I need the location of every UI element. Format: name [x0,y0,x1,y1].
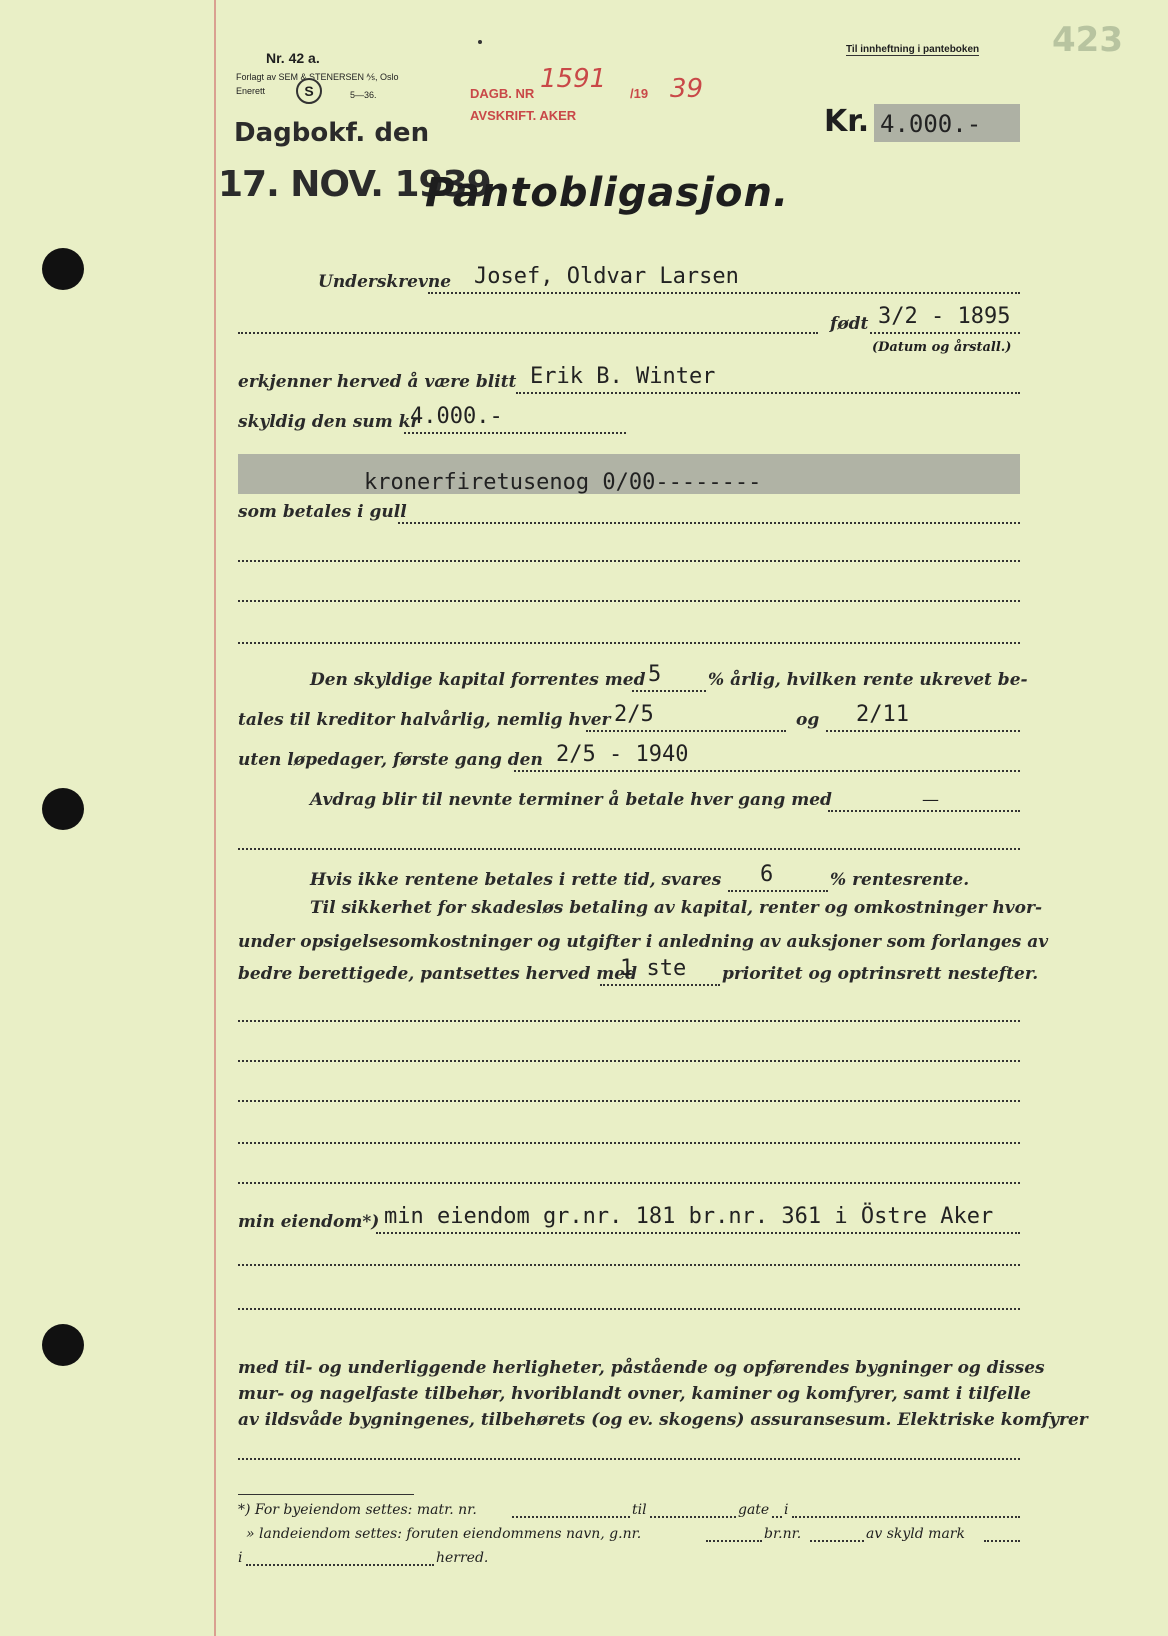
publisher-line: Forlagt av SEM & STENERSEN ⅍, Oslo [236,72,399,82]
paid-label: tales til kreditor halvårlig, nemlig hver [238,710,611,730]
tail-line-1: med til- og underliggende herligheter, påstående og opførendes bygninger og disses [238,1358,1045,1378]
property-value: min eiendom gr.nr. 181 br.nr. 361 i Östre Aker [384,1204,994,1229]
footnote-1a: *) For byeiendom settes: matr. nr. [238,1502,477,1518]
creditor-label: erkjenner herved å være blitt [238,372,517,392]
punch-hole-bottom [42,1324,84,1366]
footnote-2b-line [810,1540,864,1542]
blank-line-7 [238,1142,1020,1144]
dagb-stamp-year: /19 [630,86,649,101]
center-dot [478,40,482,44]
security-line-2: under opsigelsesomkostninger og utgifter i anledning av auksjoner som forlanges av [238,932,1049,952]
born-hint: (Datum og årstall.) [872,340,1012,355]
paid-value-1: 2/5 [614,702,654,727]
punch-hole-top [42,248,84,290]
blank-line-5 [238,1060,1020,1062]
blank-line-6 [238,1100,1020,1102]
amount-in-words: kronerfiretusenog 0/00-------- [364,470,762,495]
corner-number: 423 [1052,20,1123,60]
property-label: min eiendom*) [238,1212,380,1232]
creditor-line [516,392,1020,394]
footnote-1a-line [512,1516,630,1518]
avdrag-blank-line [238,848,1020,850]
penalty-value: 6 [760,862,774,887]
footnote-2c: av skyld mark [866,1526,965,1542]
interest-label-a: Den skyldige kapital forrentes med [310,670,646,690]
born-blank-line [238,332,818,334]
amount-label: Kr. [824,104,870,139]
security-label-a: bedre berettigede, pantsettes herved med [238,964,637,984]
blank-line-4 [238,1020,1020,1022]
footnote-1d-line [792,1516,1020,1518]
born-value: 3/2 - 1895 [878,304,1011,329]
avskrift-stamp: AVSKRIFT. AKER [470,108,577,123]
property-line [376,1232,1020,1234]
born-label: født [830,314,869,334]
avdrag-line [828,810,1020,812]
footnote-1c: gate [738,1502,770,1518]
security-line-1: Til sikkerhet for skadesløs betaling av kapital, renter og omkostninger hvor- [310,898,1043,918]
footnote-1b: til [632,1502,647,1518]
debt-line [404,432,626,434]
dagbok-stamp-date: 17. NOV. 1939 [218,164,491,205]
document-title: Pantobligasjon. [425,170,790,216]
penalty-line [728,890,828,892]
dagb-stamp-label: DAGB. NR [470,86,535,101]
gold-label: som betales i gull [238,502,407,522]
avdrag-value: — [922,790,939,810]
security-value: 1 ste [620,956,687,981]
first-value: 2/5 - 1940 [556,742,689,767]
creditor-value: Erik B. Winter [530,364,716,389]
publisher-date: 5—36. [350,90,377,100]
first-line [514,770,1020,772]
undersigned-value: Josef, Oldvar Larsen [474,264,739,289]
footnote-3b: herred. [436,1550,489,1566]
footnote-3a-line [246,1564,434,1566]
avdrag-label: Avdrag blir til nevnte terminer å betale hver gang med [310,790,832,810]
interest-label-b: % årlig, hvilken rente ukrevet be- [708,670,1028,690]
blank-line-1 [238,560,1020,562]
dagb-hand-year: 39 [670,74,704,104]
blank-line-2 [238,600,1020,602]
gold-line [398,522,1020,524]
form-number: Nr. 42 a. [266,50,320,66]
amount-value: 4.000.- [880,110,982,138]
binding-note: Til innheftning i panteboken [846,44,980,55]
penalty-label-b: % rentesrente. [830,870,970,890]
footnote-1d: i [784,1502,789,1518]
tail-line-3: av ildsvåde bygningenes, tilbehørets (og ev. skogens) assuransesum. Elektriske komfyrer [238,1410,1088,1430]
footnote-3a: i [238,1550,243,1566]
footnote-rule [238,1494,414,1495]
blank-line-3 [238,642,1020,644]
tail-line-2: mur- og nagelfaste tilbehør, hvoriblandt ovner, kaminer og komfyrer, samt i tilfelle [238,1384,1031,1404]
footnote-2a: » landeiendom settes: foruten eiendommens navn, g.nr. [246,1526,642,1542]
blank-line-8 [238,1182,1020,1184]
paid-og: og [796,710,820,730]
blank-line-11 [238,1458,1020,1460]
interest-line [632,690,706,692]
footnote-1b-line [650,1516,736,1518]
born-line [870,332,1020,334]
margin-rule [214,0,216,1636]
security-line [600,984,720,986]
first-label: uten løpedager, første gang den [238,750,543,770]
penalty-label-a: Hvis ikke rentene betales i rette tid, svares [310,870,722,890]
security-label-b: prioritet og optrinsrett nestefter. [722,964,1039,984]
punch-hole-middle [42,788,84,830]
publisher-enerett: Enerett [236,86,266,96]
debt-label: skyldig den sum kr [238,412,420,432]
footnote-2b: br.nr. [764,1526,802,1542]
paid-line-1 [586,730,786,732]
footnote-2c-line [984,1540,1020,1542]
blank-line-9 [238,1264,1020,1266]
dagb-hand-number: 1591 [540,64,607,94]
dagbok-stamp-label: Dagbokf. den [234,118,430,148]
paid-line-2 [826,730,1020,732]
footnote-1c-line [772,1516,782,1518]
interest-value: 5 [648,662,662,687]
footnote-2a-line [706,1540,762,1542]
undersigned-line [428,292,1020,294]
publisher-logo-icon: S [296,78,322,104]
undersigned-label: Underskrevne [318,272,452,292]
debt-value: 4.000.- [410,404,503,429]
blank-line-10 [238,1308,1020,1310]
paid-value-2: 2/11 [856,702,909,727]
